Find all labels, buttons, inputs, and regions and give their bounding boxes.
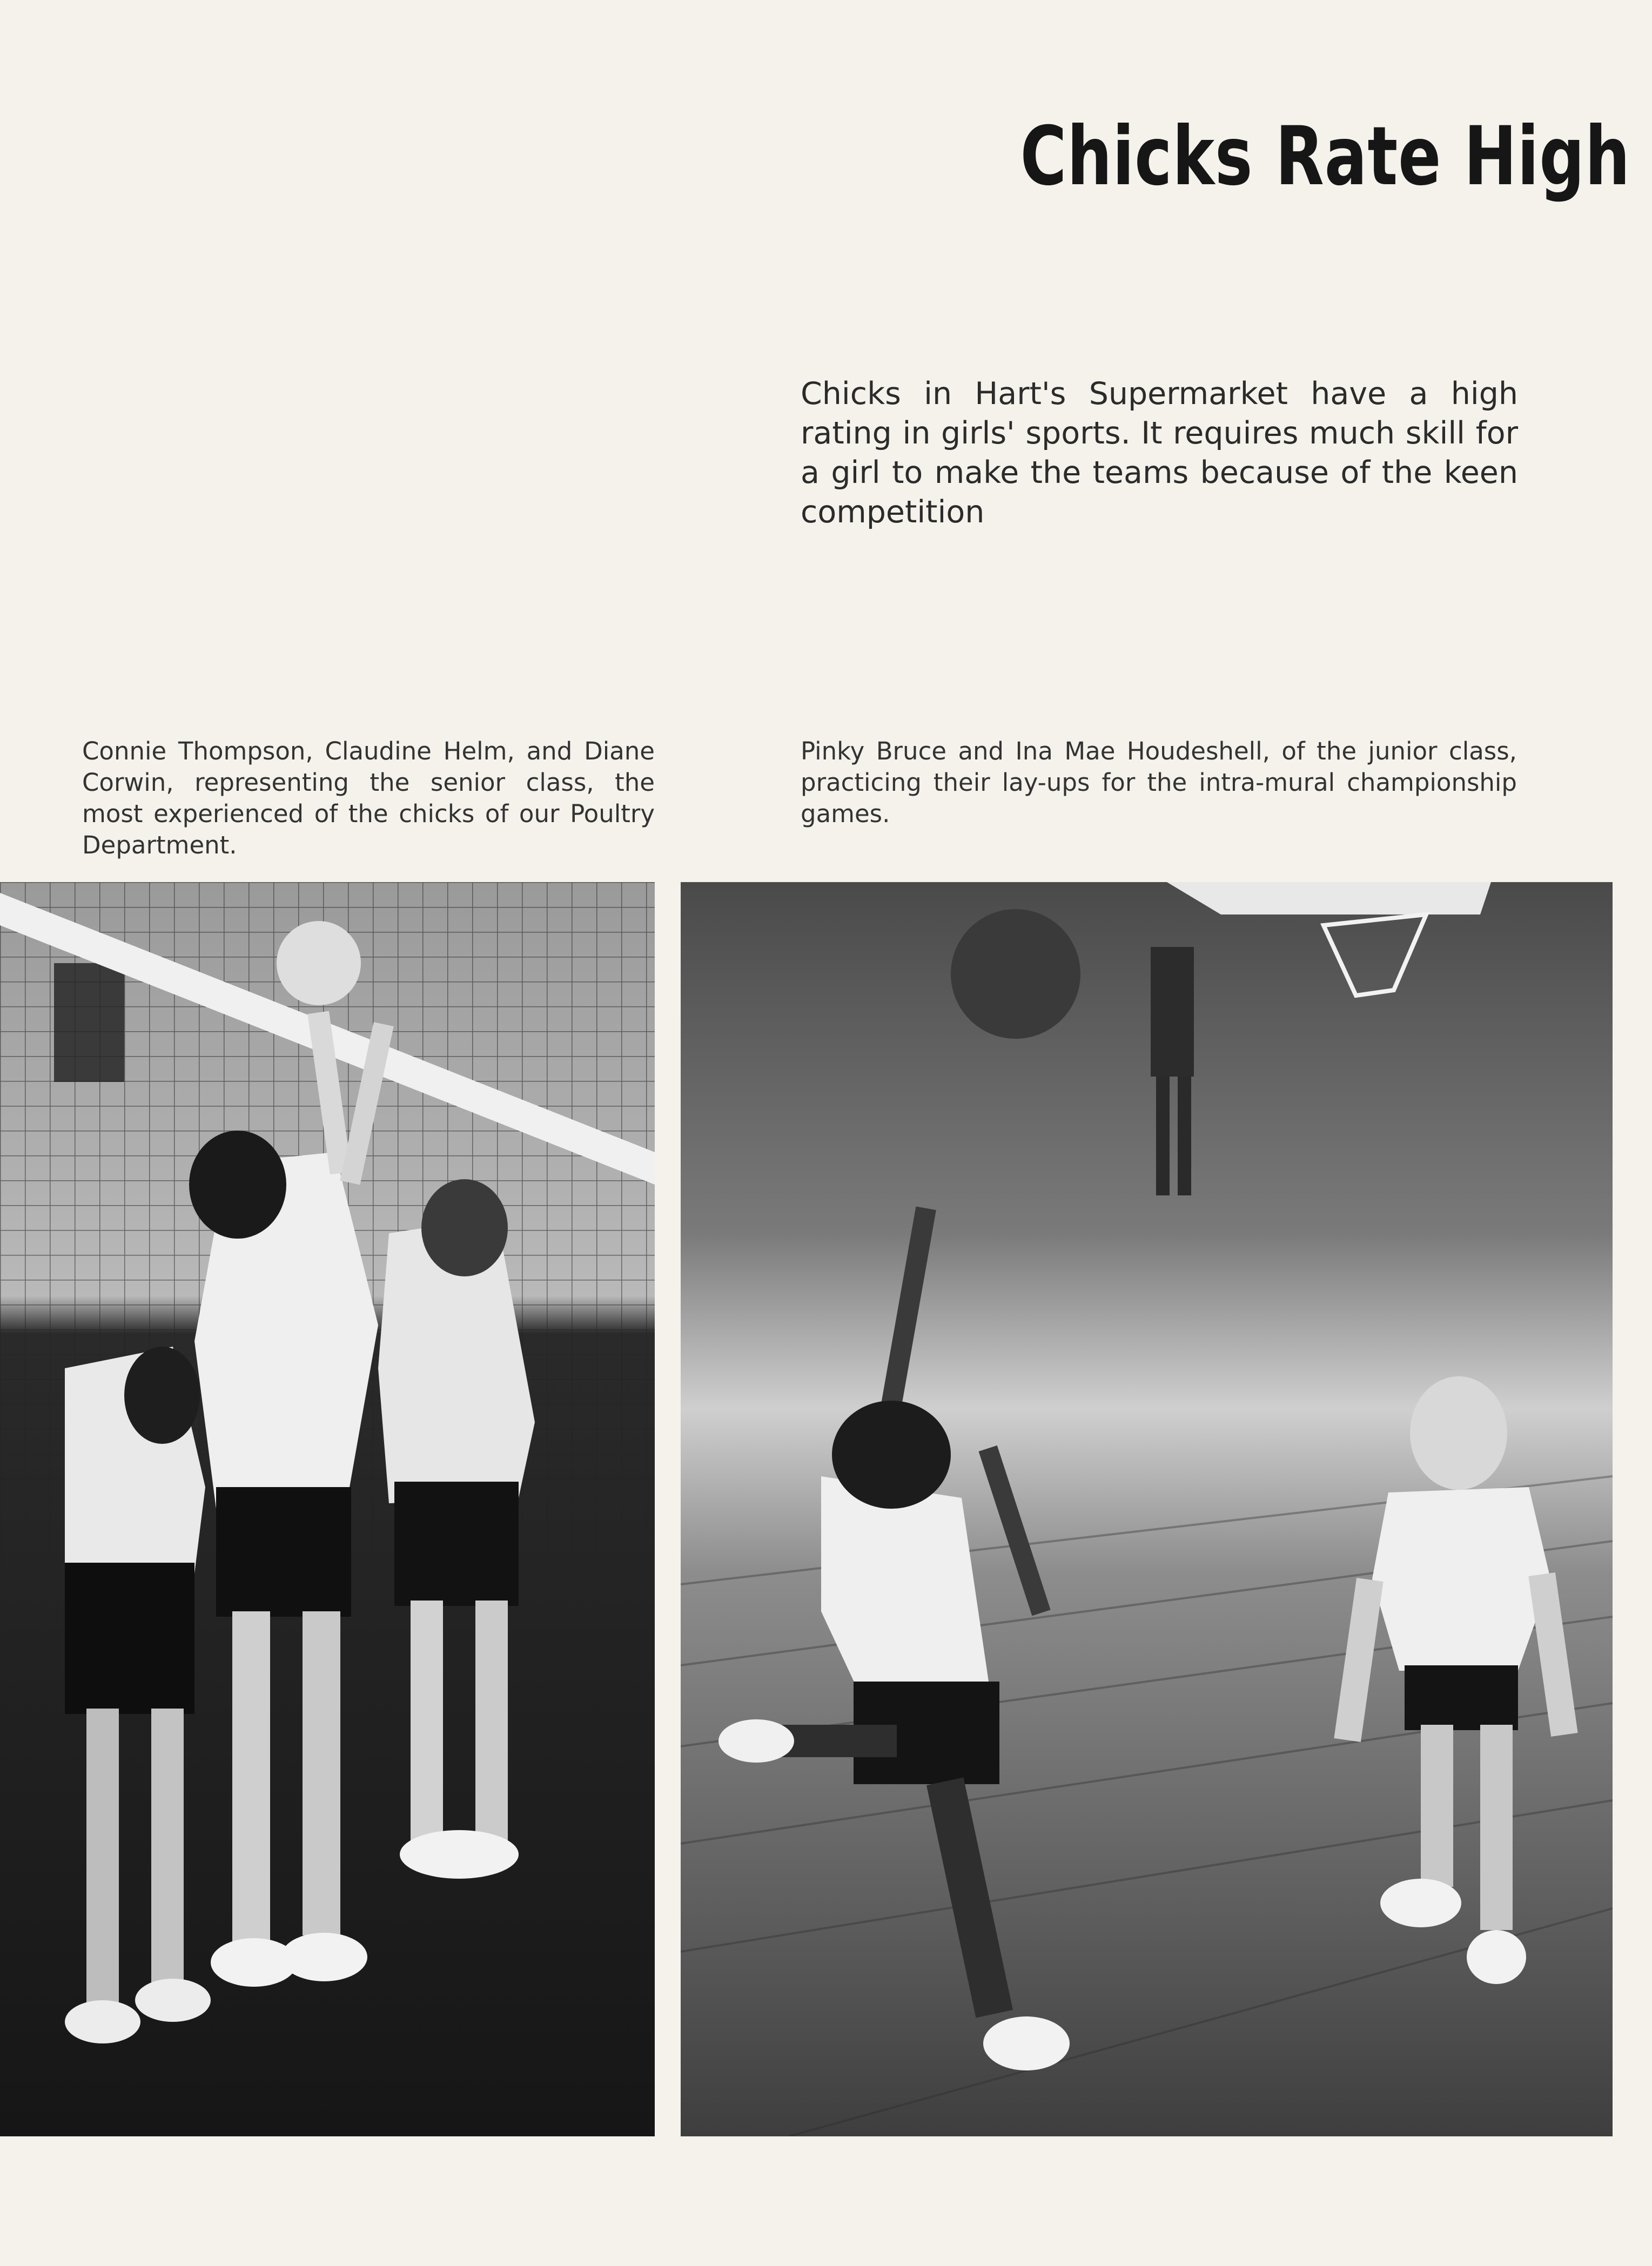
intro-paragraph: Chicks in Hart's Supermarket have a high rating in girls' sports. It requires much skill for a girl to make the teams because of the keen competition — [801, 376, 1518, 530]
paper-wear — [1617, 1837, 1638, 1860]
paper-wear — [1616, 2053, 1638, 2074]
paper-wear — [1618, 1350, 1637, 1375]
paper-wear — [1615, 1566, 1639, 1588]
paper-wear — [1616, 1091, 1638, 1113]
page-title: Chicks Rate High — [1020, 110, 1630, 204]
basketball-photo-image — [681, 882, 1613, 2136]
volleyball-photo-image — [0, 882, 655, 2136]
caption-basketball: Pinky Bruce and Ina Mae Houdeshell, of the junior class, practicing their lay-ups for the intra-mural championship games. — [801, 737, 1517, 828]
caption-volleyball: Connie Thompson, Claudine Helm, and Diane Corwin, representing the senior class, the most experienced of the chicks of our Poultry Department. — [82, 737, 655, 859]
volleyball-photo — [0, 882, 655, 2136]
basketball-photo — [681, 882, 1613, 2136]
